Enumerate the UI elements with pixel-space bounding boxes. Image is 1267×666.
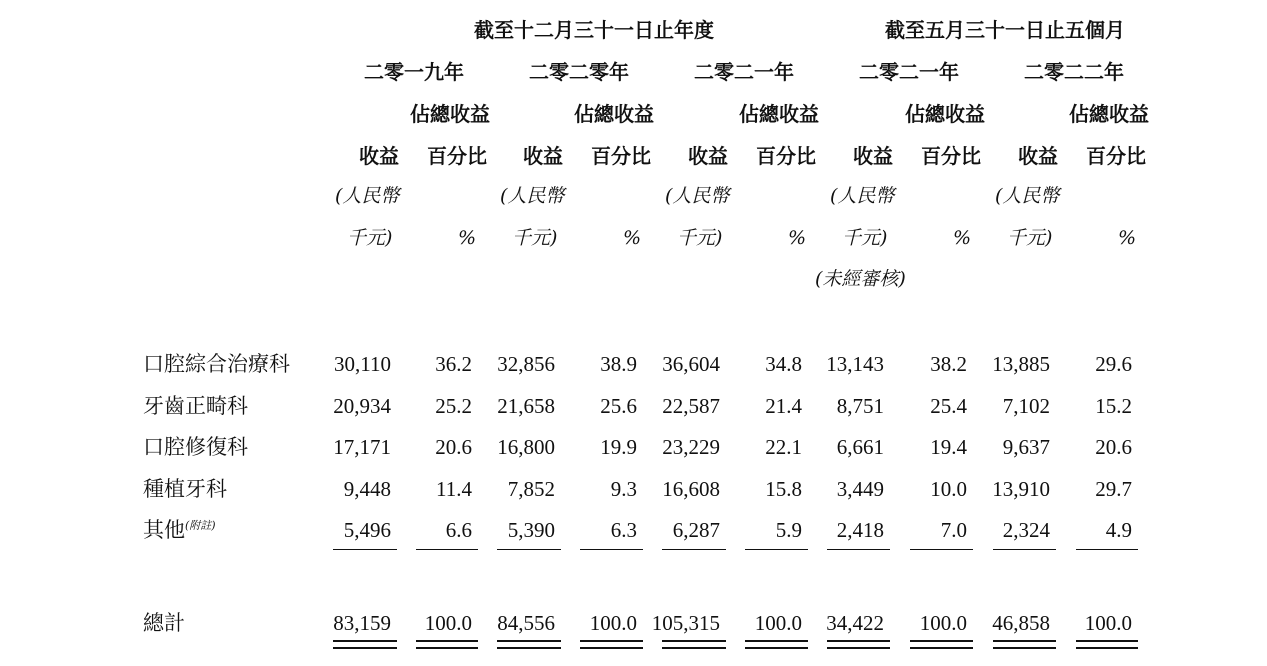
pct-symbol: % [458, 227, 477, 249]
total-percent-cell: 100.0 [424, 611, 472, 635]
total-revenue-cell: 34,422 [826, 611, 884, 635]
revenue-cell: 6,661 [836, 435, 884, 459]
revenue-cell: 7,852 [507, 477, 555, 501]
row-label: 牙齒正畸科 [143, 394, 248, 418]
year-header-2022-5m: 二零二二年 [1024, 60, 1124, 84]
total-percent-cell: 100.0 [919, 611, 967, 635]
unit-caption: 千元) [677, 227, 723, 249]
pct-caption-top: 佔總收益 [574, 102, 654, 126]
percent-cell: 38.2 [930, 352, 967, 376]
total-revenue-cell: 105,315 [651, 611, 720, 635]
pct-symbol: % [623, 227, 642, 249]
percent-cell: 25.2 [435, 394, 472, 418]
revenue-cell: 6,287 [672, 518, 720, 542]
total-percent-cell: 100.0 [754, 611, 802, 635]
subtotal-rule [333, 549, 397, 550]
percent-cell: 10.0 [930, 477, 967, 501]
pct-caption-bottom: 百分比 [591, 144, 651, 168]
pct-symbol: % [788, 227, 807, 249]
unit-caption: 千元) [842, 227, 888, 249]
percent-cell: 29.7 [1095, 477, 1132, 501]
unit-caption: 千元) [347, 227, 393, 249]
total-revenue-cell: 46,858 [992, 611, 1050, 635]
revenue-cell: 16,800 [497, 435, 555, 459]
pct-symbol: % [953, 227, 972, 249]
percent-cell: 19.9 [600, 435, 637, 459]
subtotal-rule [827, 549, 890, 550]
total-double-rule [745, 640, 808, 649]
percent-cell: 38.9 [600, 352, 637, 376]
percent-cell: 11.4 [436, 477, 472, 501]
total-double-rule [333, 640, 397, 649]
revenue-cell: 30,110 [334, 352, 391, 376]
total-double-rule [662, 640, 726, 649]
revenue-cell: 7,102 [1002, 394, 1050, 418]
total-double-rule [993, 640, 1056, 649]
revenue-cell: 8,751 [836, 394, 884, 418]
revenue-cell: 13,885 [992, 352, 1050, 376]
year-header-2021-5m: 二零二一年 [859, 60, 959, 84]
subtotal-rule [497, 549, 561, 550]
revenue-cell: 3,449 [836, 477, 884, 501]
revenue-cell: 21,658 [497, 394, 555, 418]
row-label: 種植牙科 [143, 477, 227, 501]
unaudited-note: (未經審核) [815, 268, 906, 290]
percent-cell: 7.0 [940, 518, 967, 542]
subtotal-rule [745, 549, 808, 550]
revenue-cell: 2,324 [1002, 518, 1050, 542]
percent-cell: 21.4 [765, 394, 802, 418]
revenue-cell: 2,418 [836, 518, 884, 542]
percent-cell: 34.8 [765, 352, 802, 376]
unit-caption: (人民幣 [830, 185, 895, 207]
unit-caption: 千元) [512, 227, 558, 249]
pct-caption-top: 佔總收益 [739, 102, 819, 126]
unit-caption: (人民幣 [995, 185, 1060, 207]
revenue-cell: 32,856 [497, 352, 555, 376]
percent-cell: 36.2 [435, 352, 472, 376]
total-label: 總計 [143, 611, 185, 635]
percent-cell: 19.4 [930, 435, 967, 459]
percent-cell: 5.9 [775, 518, 802, 542]
pct-symbol: % [1118, 227, 1137, 249]
revenue-cell: 5,390 [507, 518, 555, 542]
total-percent-cell: 100.0 [1084, 611, 1132, 635]
row-label: 口腔修復科 [143, 435, 248, 459]
revenue-cell: 16,608 [662, 477, 720, 501]
year-header-2021: 二零二一年 [694, 60, 794, 84]
row-label-others [143, 520, 216, 541]
revenue-cell: 5,496 [343, 518, 391, 542]
percent-cell: 9.3 [610, 477, 637, 501]
pct-caption-top: 佔總收益 [905, 102, 985, 126]
percent-cell: 20.6 [435, 435, 472, 459]
year-header-2019: 二零一九年 [364, 60, 464, 84]
percent-cell: 6.6 [445, 518, 472, 542]
year-header-2020: 二零二零年 [529, 60, 629, 84]
subtotal-rule [662, 549, 726, 550]
percent-cell: 6.3 [610, 518, 637, 542]
total-revenue-cell: 84,556 [497, 611, 555, 635]
period-header-five-months: 截至五月三十一日止五個月 [885, 18, 1125, 42]
revenue-cell: 20,934 [333, 394, 391, 418]
total-double-rule [1076, 640, 1138, 649]
subtotal-rule [993, 549, 1056, 550]
revenue-caption: 收益 [359, 144, 399, 168]
total-double-rule [910, 640, 973, 649]
subtotal-rule [416, 549, 478, 550]
row-note-marker: (附註) [185, 519, 216, 532]
period-header-year-end: 截至十二月三十一日止年度 [474, 18, 714, 42]
revenue-cell: 36,604 [662, 352, 720, 376]
pct-caption-bottom: 百分比 [921, 144, 981, 168]
revenue-cell: 22,587 [662, 394, 720, 418]
percent-cell: 25.4 [930, 394, 967, 418]
unit-caption: (人民幣 [500, 185, 565, 207]
revenue-caption: 收益 [1018, 144, 1058, 168]
percent-cell: 20.6 [1095, 435, 1132, 459]
revenue-cell: 9,637 [1002, 435, 1050, 459]
row-label-text: 其他 [143, 518, 185, 542]
unit-caption: (人民幣 [665, 185, 730, 207]
total-revenue-cell: 83,159 [333, 611, 391, 635]
percent-cell: 25.6 [600, 394, 637, 418]
total-percent-cell: 100.0 [589, 611, 637, 635]
percent-cell: 29.6 [1095, 352, 1132, 376]
pct-caption-bottom: 百分比 [1086, 144, 1146, 168]
subtotal-rule [580, 549, 643, 550]
revenue-caption: 收益 [688, 144, 728, 168]
pct-caption-bottom: 百分比 [427, 144, 487, 168]
revenue-cell: 13,910 [992, 477, 1050, 501]
pct-caption-top: 佔總收益 [1069, 102, 1149, 126]
revenue-cell: 23,229 [662, 435, 720, 459]
revenue-cell: 13,143 [826, 352, 884, 376]
pct-caption-top: 佔總收益 [410, 102, 490, 126]
total-double-rule [580, 640, 643, 649]
subtotal-rule [1076, 549, 1138, 550]
revenue-cell: 17,171 [333, 435, 391, 459]
pct-caption-bottom: 百分比 [756, 144, 816, 168]
subtotal-rule [910, 549, 973, 550]
revenue-cell: 9,448 [343, 477, 391, 501]
percent-cell: 15.8 [765, 477, 802, 501]
percent-cell: 4.9 [1105, 518, 1132, 542]
row-label: 口腔綜合治療科 [143, 352, 290, 376]
percent-cell: 22.1 [765, 435, 802, 459]
total-double-rule [827, 640, 890, 649]
total-double-rule [497, 640, 561, 649]
revenue-caption: 收益 [853, 144, 893, 168]
unit-caption: 千元) [1007, 227, 1053, 249]
percent-cell: 15.2 [1095, 394, 1132, 418]
revenue-caption: 收益 [523, 144, 563, 168]
total-double-rule [416, 640, 478, 649]
unit-caption: (人民幣 [335, 185, 400, 207]
